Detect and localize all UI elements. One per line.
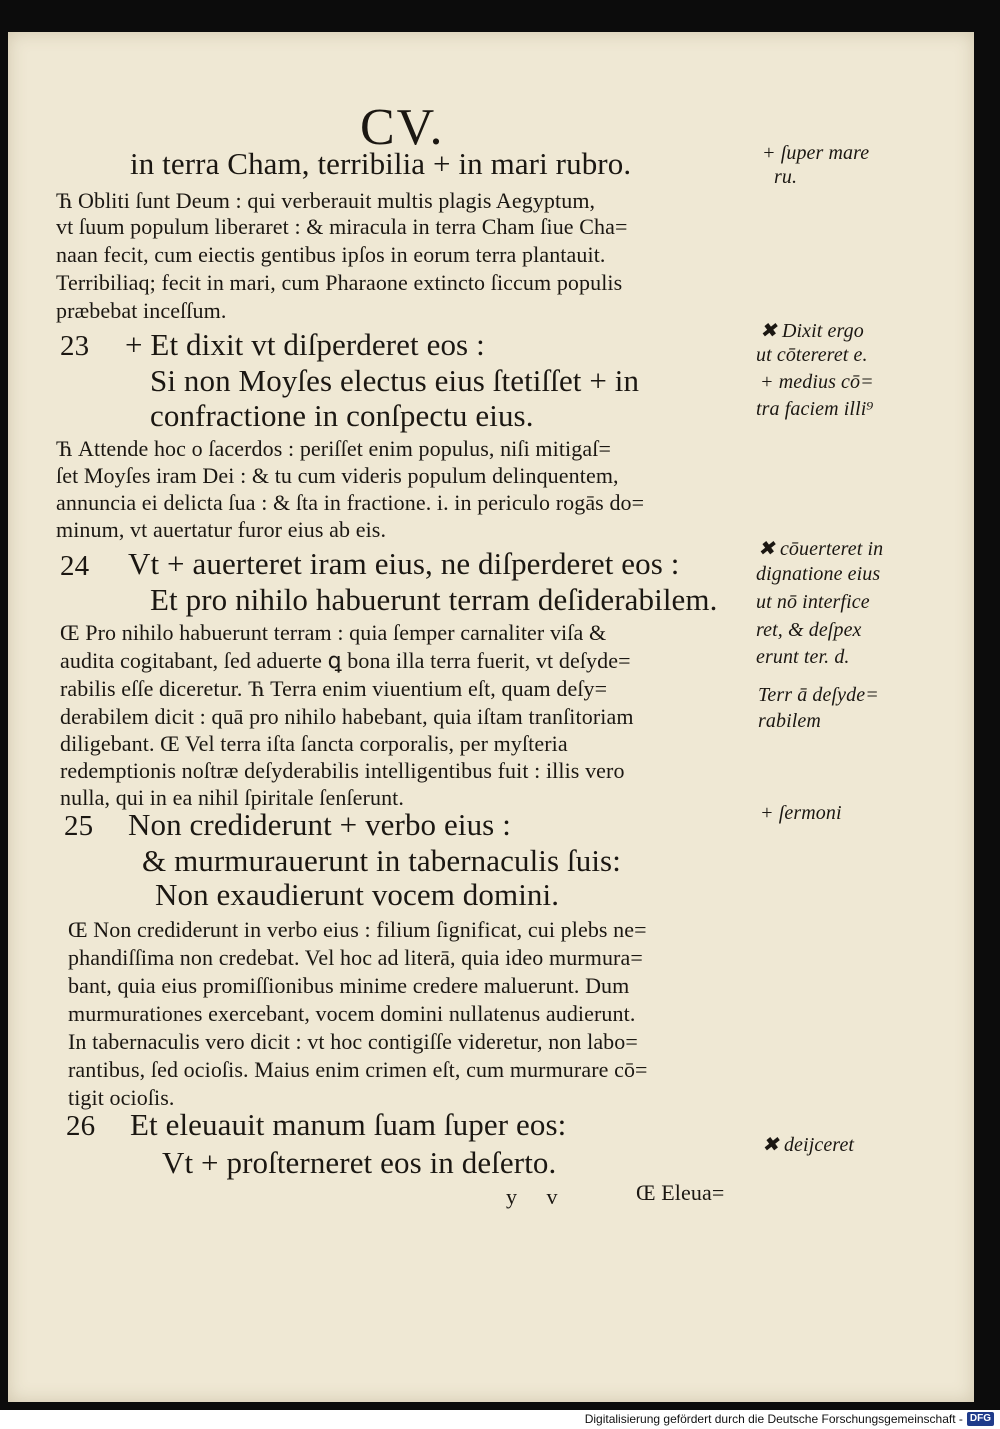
verse-line: Et pro nihilo habuerunt terram deſiderabilem. [150, 582, 718, 617]
catchword: Œ Eleua= [636, 1180, 725, 1205]
dfg-logo-icon: DFG [967, 1412, 994, 1426]
verse-number: 25 [64, 810, 94, 842]
commentary-line: Œ Pro nihilo habuerunt terram : quia ſemper carnaliter viſa & [60, 620, 607, 645]
digitization-credit [585, 1411, 994, 1427]
marginal-note: Terr ā deſyde= [758, 684, 879, 706]
commentary-line: rabilis eſſe diceretur. Ћ Terra enim viuentium eſt, quam deſy= [60, 676, 608, 701]
verse-line: & murmurauerunt in tabernaculis ſuis: [142, 843, 621, 878]
commentary-line: Œ Non crediderunt in verbo eius : filium ſignificat, cui plebs ne= [68, 917, 647, 942]
commentary-line: audita cogitabant, ſed aduerte ꝗ bona illa terra fuerit, vt deſyde= [60, 648, 631, 673]
commentary-line: redemptionis noſtræ deſyderabilis intelligentibus fuit : illis vero [60, 758, 625, 783]
marginal-note: ✖ deijceret [762, 1134, 855, 1156]
verse-line: Et eleuauit manum ſuam ſuper eos: [130, 1107, 567, 1142]
verse-number: 24 [60, 550, 90, 582]
commentary-line: naan fecit, cum eiectis gentibus ipſos in eorum terra plantauit. [56, 242, 606, 267]
commentary-line: Terribiliaq; fecit in mari, cum Pharaone extincto ſiccum populis [56, 270, 623, 295]
commentary-line: vt ſuum populum liberaret : & miracula in terra Cham ſiue Cha= [56, 214, 628, 239]
verse-line: confractione in conſpectu eius. [150, 398, 534, 433]
verse-line: Vt + proſterneret eos in deſerto. [162, 1145, 557, 1180]
commentary-line: In tabernaculis vero dicit : vt hoc contigiſſe videretur, non labo= [68, 1029, 638, 1054]
commentary-line: tigit ocioſis. [68, 1085, 175, 1110]
page-title: CV. [360, 99, 445, 156]
marginal-note: ret, & deſpex [756, 619, 862, 641]
verse-line: Si non Moyſes electus eius ſtetiſſet + in [150, 363, 640, 398]
verse-number: 26 [66, 1110, 96, 1142]
commentary-line: bant, quia eius promiſſionibus minime credere maluerunt. Dum [68, 973, 630, 998]
marginal-note: tra faciem illi⁹ [756, 398, 874, 420]
verse-line: Vt + auerteret iram eius, ne diſperderet eos : [128, 546, 680, 581]
commentary-line: præbebat inceſſum. [56, 298, 227, 323]
marginal-note: ✖ cōuerteret in [758, 538, 884, 560]
marginal-note: ✖ Dixit ergo [760, 320, 864, 342]
commentary-line: Ћ Attende hoc o ſacerdos : periſſet enim populus, niſi mitigaſ= [56, 436, 611, 461]
marginal-note: erunt ter. d. [756, 646, 850, 668]
signature-mark: y v [506, 1184, 570, 1209]
verse-line: Non exaudierunt vocem domini. [155, 877, 560, 912]
commentary-line: ſet Moyſes iram Dei : & tu cum videris populum delinquentem, [56, 463, 619, 488]
marginal-note: rabilem [758, 710, 821, 732]
commentary-line: annuncia ei delicta ſua : & ſta in fractione. i. in periculo rogās do= [56, 490, 645, 515]
marginal-note: ut cōtereret e. [756, 344, 868, 366]
verse-line: Non crediderunt + verbo eius : [128, 807, 511, 842]
verse-number: 23 [60, 330, 90, 362]
commentary-line: nulla, qui in ea nihil ſpiritale ſenſerunt. [60, 785, 404, 810]
marginal-note: ru. [774, 166, 798, 188]
marginal-note: + medius cō= [760, 371, 874, 393]
commentary-line: diligebant. Œ Vel terra iſta ſancta corporalis, per myſteria [60, 731, 568, 756]
commentary-line: phandiſſima non credebat. Vel hoc ad literā, quia ideo murmura= [68, 945, 643, 970]
credit-text: Digitalisierung gefördert durch die Deutsche Forschungsgemeinschaft - [584, 1412, 963, 1426]
commentary-line: rantibus, ſed ocioſis. Maius enim crimen eſt, cum murmurare cō= [68, 1057, 648, 1082]
marginal-note: ut nō interfice [756, 591, 870, 613]
marginal-note: + ſuper mare [762, 142, 870, 164]
commentary-line: derabilem dicit : quā pro nihilo habebant, quia iſtam tranſitoriam [60, 704, 634, 729]
marginal-note: + ſermoni [760, 802, 842, 824]
commentary-line: minum, vt auertatur furor eius ab eis. [56, 517, 387, 542]
commentary-line: Ћ Obliti ſunt Deum : qui verberauit multis plagis Aegyptum, [56, 188, 596, 213]
marginal-note: dignatione eius [756, 563, 881, 585]
verse-line: in terra Cham, terribilia + in mari rubro. [130, 146, 632, 181]
commentary-line: murmurationes exercebant, vocem domini nullatenus audierunt. [68, 1001, 636, 1026]
verse-line: + Et dixit vt diſperderet eos : [125, 327, 485, 362]
